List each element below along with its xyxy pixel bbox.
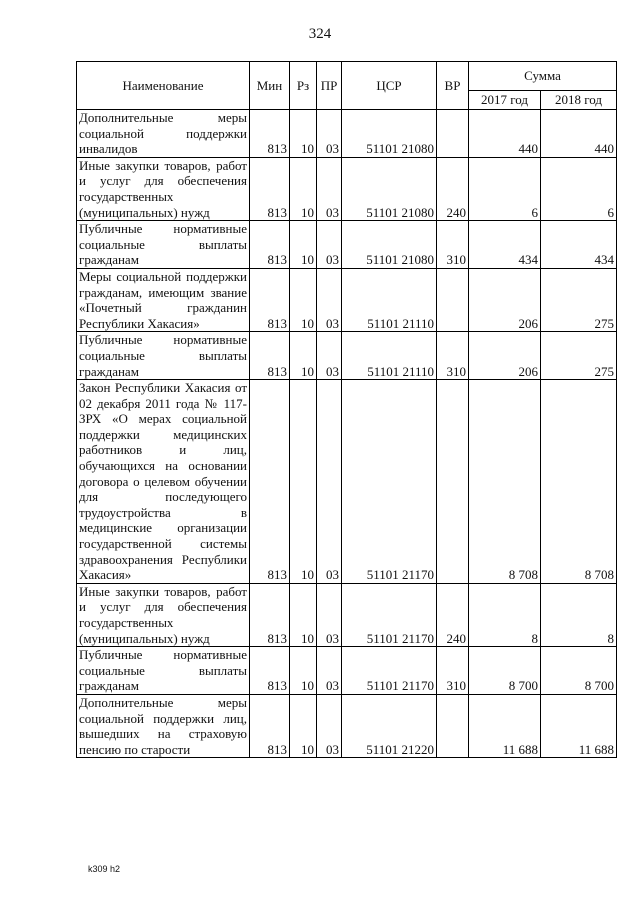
cell-pr: 03	[317, 583, 342, 646]
cell-min: 813	[250, 157, 290, 220]
row-name-text: Публичные нормативные социальные выплаты гражданам	[79, 647, 247, 694]
cell-2018: 275	[541, 332, 617, 380]
cell-name	[77, 110, 250, 158]
table-row	[77, 110, 617, 158]
cell-vr	[437, 694, 469, 757]
row-name-text: Публичные нормативные социальные выплаты гражданам	[79, 332, 247, 379]
cell-2018: 6	[541, 157, 617, 220]
cell-name	[77, 268, 250, 331]
table-row	[77, 583, 617, 646]
cell-vr	[437, 380, 469, 584]
cell-2018: 275	[541, 268, 617, 331]
table-row	[77, 221, 617, 269]
cell-vr	[437, 110, 469, 158]
cell-rz: 10	[290, 221, 317, 269]
cell-rz: 10	[290, 157, 317, 220]
header-vr: ВР	[437, 62, 469, 110]
cell-2017: 8	[469, 583, 541, 646]
cell-2017: 8 700	[469, 647, 541, 695]
cell-vr: 240	[437, 583, 469, 646]
cell-rz: 10	[290, 694, 317, 757]
header-year-2018: 2018 год	[541, 90, 617, 109]
cell-name	[77, 157, 250, 220]
cell-csr: 51101 21080	[342, 157, 437, 220]
cell-pr: 03	[317, 110, 342, 158]
cell-pr: 03	[317, 380, 342, 584]
table-row	[77, 694, 617, 757]
cell-csr: 51101 21110	[342, 332, 437, 380]
cell-vr: 310	[437, 647, 469, 695]
cell-pr: 03	[317, 221, 342, 269]
cell-pr: 03	[317, 157, 342, 220]
cell-rz: 10	[290, 332, 317, 380]
table-row	[77, 380, 617, 584]
budget-table	[76, 61, 617, 758]
cell-rz: 10	[290, 110, 317, 158]
cell-2017: 206	[469, 268, 541, 331]
row-name-text: Иные закупки товаров, работ и услуг для обеспечения государственных (муниципальных) нужд	[79, 157, 247, 220]
cell-2017: 8 708	[469, 380, 541, 584]
cell-min: 813	[250, 583, 290, 646]
cell-2018: 11 688	[541, 694, 617, 757]
table-row	[77, 268, 617, 331]
cell-rz: 10	[290, 583, 317, 646]
header-csr: ЦСР	[342, 62, 437, 110]
cell-min: 813	[250, 694, 290, 757]
cell-pr: 03	[317, 647, 342, 695]
cell-pr: 03	[317, 332, 342, 380]
cell-2018: 8 700	[541, 647, 617, 695]
cell-min: 813	[250, 332, 290, 380]
cell-name	[77, 647, 250, 695]
cell-2018: 8 708	[541, 380, 617, 584]
cell-2017: 11 688	[469, 694, 541, 757]
row-name-text: Закон Республики Хакасия от 02 декабря 2011 года № 117-ЗРХ «О мерах социальной поддержки медицинских работников и лиц, обучающихся на основании договора о целевом обучении для последующего трудоустройства в медицинские организации государственной системы здравоохранения Республики Хакасия»	[79, 380, 247, 583]
header-name: Наименование	[77, 62, 250, 110]
cell-csr: 51101 21170	[342, 380, 437, 584]
cell-2018: 8	[541, 583, 617, 646]
cell-vr: 310	[437, 221, 469, 269]
cell-csr: 51101 21220	[342, 694, 437, 757]
row-name-text: Меры социальной поддержки гражданам, имеющим звание «Почетный гражданин Республики Хакасия»	[79, 268, 247, 331]
table-row	[77, 157, 617, 220]
cell-name	[77, 380, 250, 584]
cell-vr	[437, 268, 469, 331]
table-row	[77, 647, 617, 695]
cell-rz: 10	[290, 647, 317, 695]
row-name-text: Дополнительные меры социальной поддержки лиц, вышедших на страховую пенсию по старости	[79, 694, 247, 757]
cell-csr: 51101 21080	[342, 110, 437, 158]
cell-min: 813	[250, 647, 290, 695]
cell-min: 813	[250, 268, 290, 331]
cell-2017: 206	[469, 332, 541, 380]
cell-csr: 51101 21170	[342, 647, 437, 695]
header-year-2017: 2017 год	[469, 90, 541, 109]
cell-csr: 51101 21080	[342, 221, 437, 269]
header-rz: Рз	[290, 62, 317, 110]
cell-pr: 03	[317, 694, 342, 757]
cell-min: 813	[250, 110, 290, 158]
cell-pr: 03	[317, 268, 342, 331]
header-min: Мин	[250, 62, 290, 110]
cell-name	[77, 694, 250, 757]
cell-rz: 10	[290, 268, 317, 331]
table-row	[77, 332, 617, 380]
cell-min: 813	[250, 380, 290, 584]
cell-name	[77, 221, 250, 269]
row-name-text: Дополнительные меры социальной поддержки инвалидов	[79, 110, 247, 157]
cell-2018: 440	[541, 110, 617, 158]
cell-min: 813	[250, 221, 290, 269]
cell-csr: 51101 21110	[342, 268, 437, 331]
header-pr: ПР	[317, 62, 342, 110]
cell-name	[77, 583, 250, 646]
header-sum: Сумма	[469, 62, 617, 91]
row-name-text: Иные закупки товаров, работ и услуг для обеспечения государственных (муниципальных) нужд	[79, 583, 247, 646]
cell-2017: 6	[469, 157, 541, 220]
cell-vr: 310	[437, 332, 469, 380]
cell-csr: 51101 21170	[342, 583, 437, 646]
footer-code: k309 h2	[88, 864, 121, 874]
page-number: 324	[308, 26, 332, 42]
cell-2018: 434	[541, 221, 617, 269]
row-name-text: Публичные нормативные социальные выплаты гражданам	[79, 221, 247, 268]
cell-rz: 10	[290, 380, 317, 584]
cell-vr: 240	[437, 157, 469, 220]
cell-2017: 434	[469, 221, 541, 269]
cell-name	[77, 332, 250, 380]
cell-2017: 440	[469, 110, 541, 158]
table-body	[77, 110, 617, 758]
